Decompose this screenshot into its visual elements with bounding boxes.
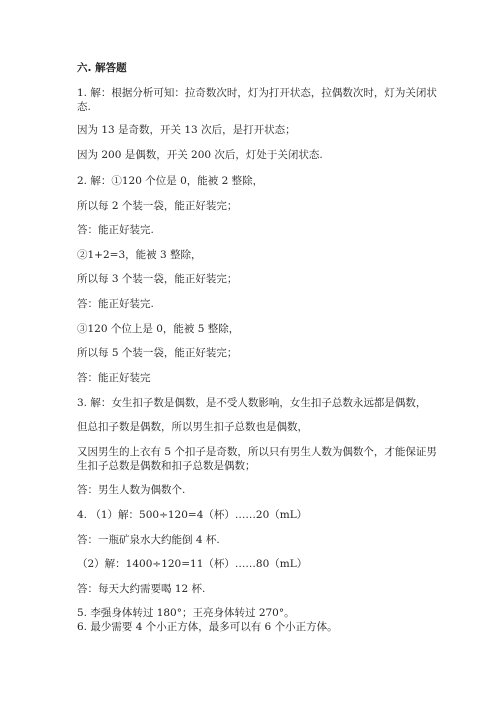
answer-2-line-8: 所以每 5 个装一袋，能正好装完； <box>77 347 238 359</box>
section-heading: 六. 解答题 <box>77 62 127 74</box>
answer-3-line-2: 但总扣子数是偶数，所以男生扣子总数也是偶数， <box>77 421 308 433</box>
answer-3-line-3: 又因男生的上衣有 5 个扣子是奇数，所以只有男生人数为偶数个，才能保证男 <box>77 446 437 458</box>
answer-2-line-1: 2. 解：①120 个位是 0，能被 2 整除， <box>77 175 264 187</box>
answer-2-line-7: ③120 个位上是 0，能被 5 整除， <box>77 323 240 335</box>
answer-4-line-1: 4. （1）解：500÷120=4（杯）……20（mL） <box>77 509 308 521</box>
answer-3-line-5: 答：男生人数为偶数个. <box>77 484 186 496</box>
answer-2-line-6: 答：能正好装完. <box>77 298 154 310</box>
answer-5-line: 5. 李强身体转过 180°；王亮身体转过 270°。 <box>77 607 295 619</box>
answer-3-line-1: 3. 解：女生扣子数是偶数，是不受人数影响，女生扣子总数永远都是偶数， <box>77 397 427 409</box>
answer-1-line-1: 1. 解：根据分析可知：拉奇数次时，灯为打开状态，拉偶数次时，灯为关闭状 <box>77 87 437 99</box>
answer-4-line-3: （2）解：1400÷120=11（杯）……80（mL） <box>77 558 308 570</box>
answer-2-line-3: 答：能正好装完. <box>77 224 154 236</box>
answer-2-line-2: 所以每 2 个装一袋，能正好装完； <box>77 200 238 212</box>
answer-2-line-4: ②1+2=3，能被 3 整除， <box>77 249 202 261</box>
answer-3-line-4: 生扣子总数是偶数和扣子总数是偶数； <box>77 460 256 472</box>
answer-4-line-4: 答：每天大约需要喝 12 杯. <box>77 583 206 595</box>
answer-1-line-3: 因为 13 是奇数，开关 13 次后，是打开状态； <box>77 124 296 136</box>
answer-1-line-2: 态. <box>77 101 91 113</box>
answer-6-line: 6. 最少需要 4 个小正方体，最多可以有 6 个小正方体。 <box>77 621 338 633</box>
answer-2-line-5: 所以每 3 个装一袋，能正好装完； <box>77 273 238 285</box>
answer-4-line-2: 答：一瓶矿泉水大约能倒 4 杯. <box>77 534 220 546</box>
answer-1-line-4: 因为 200 是偶数，开关 200 次后，灯处于关闭状态. <box>77 149 323 161</box>
answer-2-line-9: 答：能正好装完 <box>77 372 151 384</box>
